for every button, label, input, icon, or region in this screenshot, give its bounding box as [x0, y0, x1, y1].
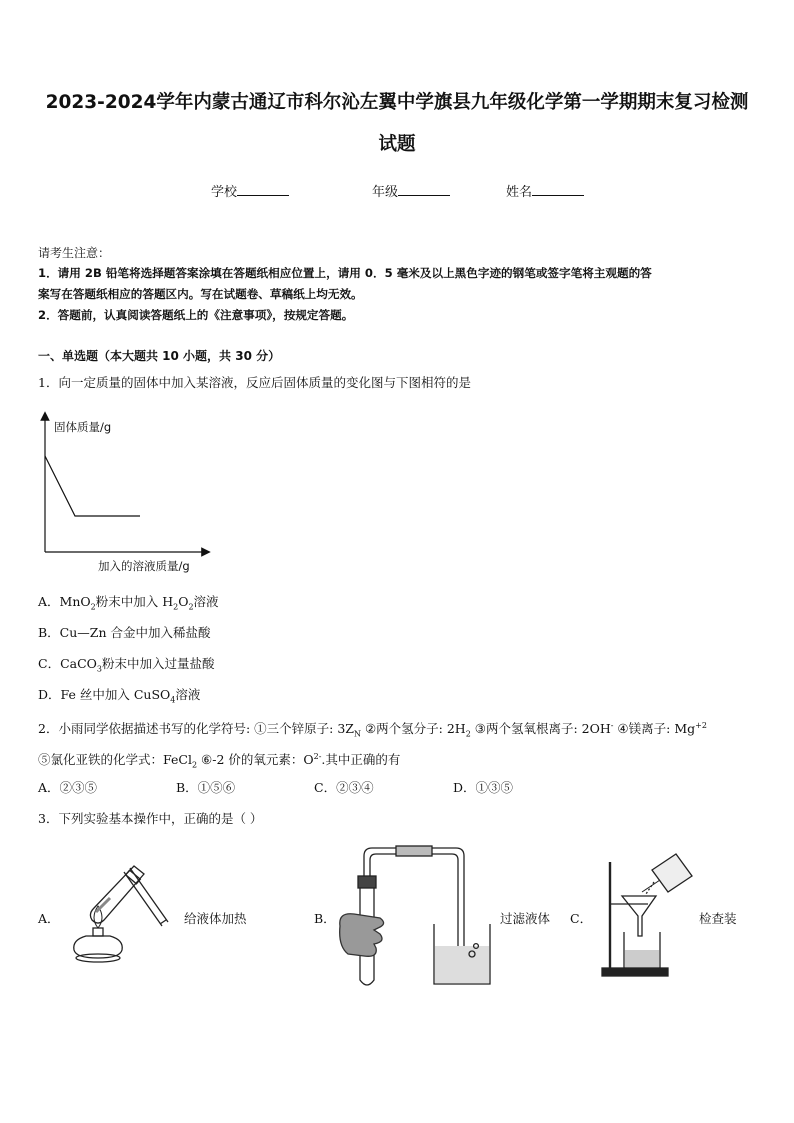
heating-liquid-image	[64, 858, 170, 968]
q2-l2a: ⑤氯化亚铁的化学式：FeCl	[38, 752, 192, 768]
q1-a-sub3: 2	[188, 602, 194, 612]
test-tube-holder	[124, 868, 168, 926]
stopper	[358, 876, 376, 888]
q3-option-c-text: 检查装	[699, 911, 737, 926]
chart-mass-curve	[45, 456, 140, 516]
rubber-joint	[396, 846, 432, 856]
q3-option-b-text: 过滤液体	[500, 911, 551, 926]
q1-d-text2: 溶液	[175, 687, 201, 702]
q2-l1b: ②两个氢分子: 2H	[360, 721, 466, 737]
q3-option-a-text: 给液体加热	[184, 911, 247, 926]
q2-l1b-sub: 2	[465, 729, 471, 739]
q2-line2	[38, 748, 400, 775]
q1-a-sub2: 2	[173, 602, 179, 612]
q1-c-text1: C．CaCO	[38, 656, 97, 671]
q2-l1-subn: N	[353, 729, 361, 739]
q1-option-c[interactable]	[38, 655, 215, 679]
q1-a-text4: 溶液	[193, 594, 219, 609]
q1-c-sub: 3	[96, 664, 102, 674]
q1-a-text2: 粉末中加入 H	[95, 594, 174, 609]
q2-option-c[interactable]: C．②③④	[314, 780, 374, 795]
q3-option-a-label[interactable]: A．	[38, 911, 60, 926]
q2-l1d: ④镁离子: Mg	[613, 721, 696, 737]
q2-option-a[interactable]: A．②③⑤	[38, 780, 98, 795]
notice-item1a: 1．请用 2B 铅笔将选择题答案涂填在答题纸相应位置上，请用 0．5 毫米及以上黑色字迹的钢笔或签字笔将主观题的答	[38, 266, 652, 280]
name-label: 姓名	[506, 185, 533, 200]
holder-clamp	[126, 870, 141, 884]
notice-heading: 请考生注意：	[38, 246, 111, 260]
q1-d-sub: 4	[170, 695, 176, 705]
filtrate	[625, 950, 659, 967]
exam-title-line2: 试题	[378, 134, 416, 155]
exam-title-line1: 2023-2024学年内蒙古通辽市科尔沁左翼中学旗县九年级化学第一学期期末复习检测	[45, 92, 749, 113]
delivery-tube	[364, 848, 464, 962]
notice-item2: 2．答题前，认真阅读答题纸上的《注意事项》，按规定答题。	[38, 308, 354, 322]
liquid	[96, 898, 110, 912]
q1-d-text1: D．Fe 丝中加入 CuSO	[38, 687, 171, 702]
q2-l1a: 2．小雨同学依据描述书写的化学符号: ①三个锌原子: 3Z	[38, 721, 354, 737]
test-tube	[90, 866, 144, 923]
q1-option-b[interactable]: B．Cu—Zn 合金中加入稀盐酸	[38, 625, 211, 640]
stand-base	[602, 968, 668, 976]
beaker-water	[435, 946, 489, 983]
chart-ylabel: 固体质量/g	[54, 420, 112, 434]
grade-label: 年级	[372, 185, 399, 200]
funnel	[622, 896, 656, 936]
q3-option-b-label[interactable]: B．	[314, 911, 336, 926]
q2-l2a-sub: 2	[191, 760, 198, 770]
q2-l1d-sup: +2	[695, 721, 707, 730]
airtightness-check-image	[334, 842, 494, 992]
q2-line1	[38, 717, 707, 744]
lamp-body	[74, 936, 123, 958]
school-label: 学校	[211, 185, 238, 200]
q2-l1c-sup: -	[610, 721, 614, 730]
q2-l2b: ⑥-2 价的氧元素：O	[197, 752, 314, 768]
q1-option-d[interactable]	[38, 686, 200, 710]
q1-a-text1: A．MnO	[38, 594, 91, 609]
q3-stem: 3．下列实验基本操作中，正确的是（ ）	[38, 811, 263, 826]
grade-field[interactable]	[372, 181, 450, 200]
q2-l2b-sup: 2-	[313, 752, 322, 761]
hand	[340, 914, 384, 957]
name-field[interactable]	[506, 181, 584, 200]
school-field[interactable]	[211, 181, 289, 200]
q1-a-text3: O	[178, 594, 189, 609]
q2-option-b[interactable]: B．①⑤⑥	[176, 780, 236, 795]
q1-stem: 1．向一定质量的固体中加入某溶液，反应后固体质量的变化图与下图相符的是	[38, 375, 471, 390]
q3-option-c-label[interactable]: C．	[570, 911, 593, 926]
chart-xlabel: 加入的溶液质量/g	[98, 559, 190, 573]
q2-option-d[interactable]: D．①③⑤	[453, 780, 514, 795]
q2-l1c: ③两个氢氧根离子: 2OH	[470, 721, 611, 737]
lamp-neck	[93, 928, 103, 936]
q1-option-a[interactable]	[38, 593, 219, 617]
q1-chart	[30, 408, 220, 576]
section-heading: 一、单选题（本大题共 10 小题，共 30 分）	[38, 349, 281, 363]
q1-a-sub1: 2	[90, 602, 96, 612]
notice-item1b: 案写在答题纸相应的答题区内。写在试题卷、草稿纸上均无效。	[38, 287, 363, 301]
pouring-beaker	[652, 854, 692, 892]
q2-l2c: .其中正确的有	[321, 752, 401, 768]
q1-c-text2: 粉末中加入过量盐酸	[102, 656, 215, 671]
filtration-image	[598, 852, 696, 980]
